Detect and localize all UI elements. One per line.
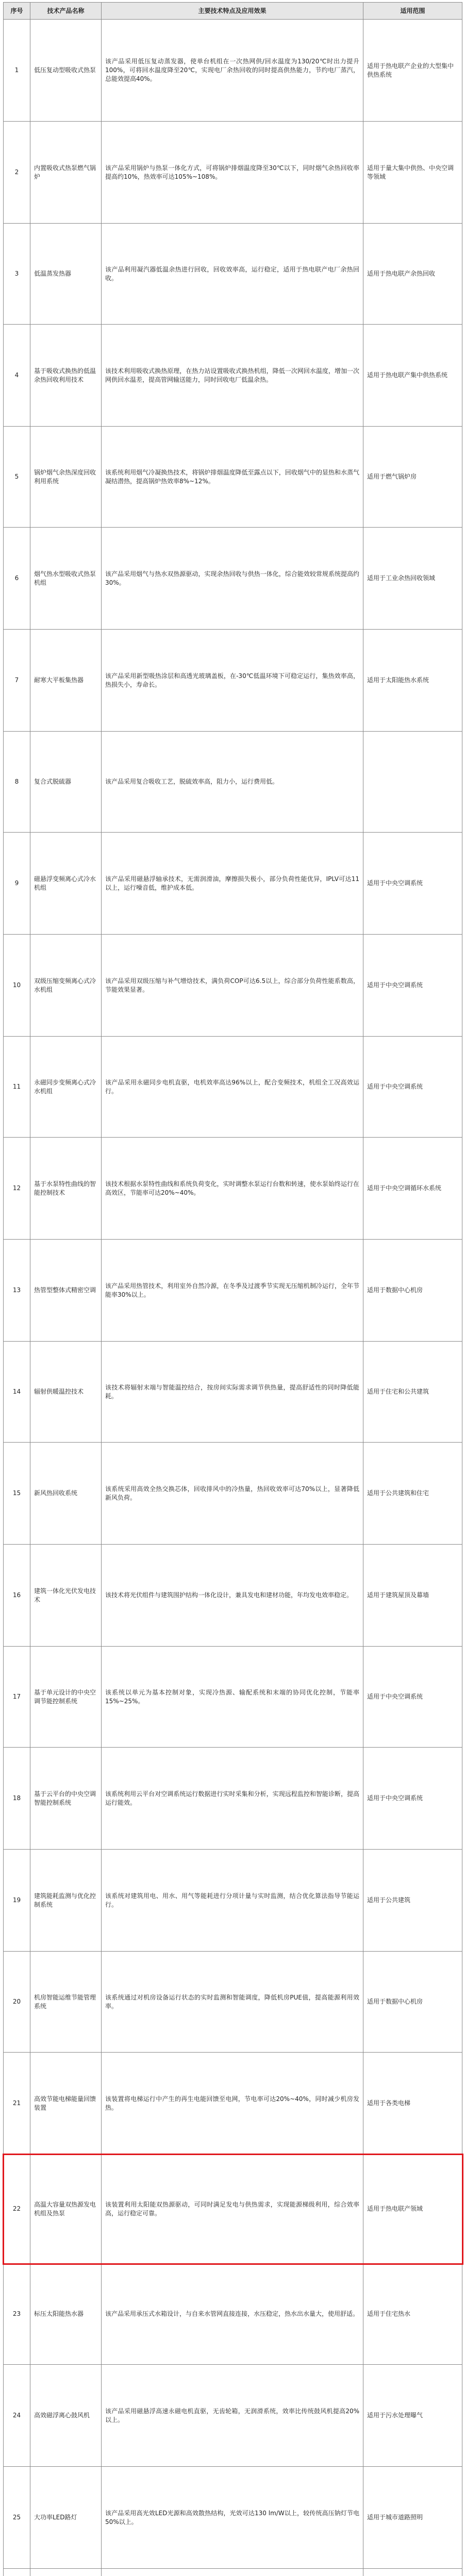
row-description: 该技术将辐射末端与智能温控结合，按房间实际需求调节供热量，提高舒适性的同时降低能耗。	[102, 1342, 363, 1443]
row-description: 该系统利用烟气冷凝换热技术，将锅炉排烟温度降低至露点以下，回收烟气中的显热和水蒸气凝结潜热，提高锅炉热效率8%~12%。	[102, 427, 363, 528]
table-row	[4, 1545, 462, 1647]
row-number: 23	[4, 2264, 30, 2365]
row-number: 12	[4, 1138, 30, 1240]
row-number: 11	[4, 1037, 30, 1138]
table-row	[4, 732, 462, 833]
row-scope: 适用于中央空调系统	[363, 935, 462, 1037]
row-number: 22	[4, 2155, 30, 2264]
table-row	[4, 528, 462, 630]
row-scope: 适用于公共建筑和住宅	[363, 1443, 462, 1545]
table-row	[4, 2155, 462, 2264]
row-scope: 适用于中央空调系统	[363, 1748, 462, 1850]
row-description: 该系统利用云平台对空调系统运行数据进行实时采集和分析，实现远程监控和智能诊断，提高运行能效。	[102, 1748, 363, 1850]
row-product-name: 高温大容量双热源发电机组及热泵	[30, 2155, 102, 2264]
row-product-name: 永磁同步变频离心式冷水机组	[30, 1037, 102, 1138]
row-product-name: 低温蒸发热器	[30, 224, 102, 325]
table-row	[4, 1037, 462, 1138]
row-product-name	[30, 2569, 102, 2576]
row-scope: 适用于中央空调系统	[363, 833, 462, 935]
row-scope: 适用于量大集中供热、中央空调等领域	[363, 122, 462, 224]
row-scope: 适用于各类电梯	[363, 2053, 462, 2155]
row-number: 2	[4, 122, 30, 224]
table-row	[4, 1138, 462, 1240]
row-scope: 适用于太阳能热水系统	[363, 630, 462, 732]
row-description: 该产品采用双级压缩与补气增焓技术，满负荷COP可达6.5以上，综合部分负荷性能系数高，节能效果显著。	[102, 935, 363, 1037]
row-number: 5	[4, 427, 30, 528]
row-scope	[363, 2569, 462, 2576]
row-description: 该产品采用永磁同步电机直驱，电机效率高达96%以上，配合变频技术，机组全工况高效运行。	[102, 1037, 363, 1138]
row-number: 20	[4, 1952, 30, 2053]
row-number: 4	[4, 325, 30, 427]
row-description: 该产品采用复合吸收工艺，脱硫效率高，阻力小，运行费用低。	[102, 732, 363, 833]
row-number: 17	[4, 1647, 30, 1748]
row-scope	[363, 732, 462, 833]
row-number: 7	[4, 630, 30, 732]
row-description: 该产品采用锅炉与热泵一体化方式，可将锅炉排烟温度降至30℃以下，同时烟气余热回收率提高约10%，热效率可达105%~108%。	[102, 122, 363, 224]
row-number	[4, 2569, 30, 2576]
row-number: 9	[4, 833, 30, 935]
row-description: 该产品采用烟气与热水双热源驱动，实现余热回收与供热一体化，综合能效较常规系统提高约30%。	[102, 528, 363, 630]
row-description: 该产品利用凝汽器低温余热进行回收，回收效率高，运行稳定，适用于热电联产电厂余热回收。	[102, 224, 363, 325]
row-description	[102, 2569, 363, 2576]
row-product-name: 基于吸收式换热的低温余热回收利用技术	[30, 325, 102, 427]
row-description: 该装置利用太阳能双热源驱动，可同时满足发电与供热需求，实现能源梯级利用，综合效率高，运行稳定可靠。	[102, 2155, 363, 2264]
row-scope: 适用于数据中心机房	[363, 1240, 462, 1342]
table-row	[4, 1240, 462, 1342]
header-features: 主要技术特点及应用效果	[102, 3, 363, 20]
document-page	[3, 2, 462, 2576]
row-scope: 适用于中央空调循环水系统	[363, 1138, 462, 1240]
row-description: 该产品采用热管技术，利用室外自然冷源，在冬季及过渡季节实现无压缩机制冷运行，全年节能率30%以上。	[102, 1240, 363, 1342]
table-row	[4, 1342, 462, 1443]
row-description: 该技术根据水泵特性曲线和系统负荷变化，实时调整水泵运行台数和转速，使水泵始终运行在高效区，节能率可达20%~40%。	[102, 1138, 363, 1240]
row-product-name: 建筑能耗监测与优化控制系统	[30, 1850, 102, 1952]
table-row	[4, 2467, 462, 2569]
row-number: 1	[4, 20, 30, 122]
row-description: 该产品采用新型吸热涂层和高透光玻璃盖板，在-30℃低温环境下可稳定运行，集热效率高，热损失小，寿命长。	[102, 630, 363, 732]
row-number: 18	[4, 1748, 30, 1850]
table-row	[4, 2569, 462, 2576]
table-row	[4, 2264, 462, 2365]
table-row	[4, 122, 462, 224]
row-description: 该产品采用高光效LED光源和高效散热结构，光效可达130 lm/W以上，较传统高压钠灯节电50%以上。	[102, 2467, 363, 2569]
row-description: 该产品采用磁悬浮轴承技术，无需润滑油，摩擦损失极小，部分负荷性能优异，IPLV可达11以上，运行噪音低，维护成本低。	[102, 833, 363, 935]
row-product-name: 新风热回收系统	[30, 1443, 102, 1545]
row-scope: 适用于公共建筑	[363, 1850, 462, 1952]
table-row	[4, 2053, 462, 2155]
row-product-name: 低压复动型吸收式热泵	[30, 20, 102, 122]
row-product-name: 大功率LED路灯	[30, 2467, 102, 2569]
technology-table	[3, 2, 462, 2576]
row-product-name: 复合式脱硫器	[30, 732, 102, 833]
row-number: 3	[4, 224, 30, 325]
row-number: 24	[4, 2365, 30, 2467]
row-description: 该系统通过对机房设备运行状态的实时监测和智能调度，降低机房PUE值，提高能源利用效率。	[102, 1952, 363, 2053]
row-product-name: 内置吸收式热泵燃气锅炉	[30, 122, 102, 224]
row-product-name: 基于水泵特性曲线的智能控制技术	[30, 1138, 102, 1240]
row-scope: 适用于燃气锅炉房	[363, 427, 462, 528]
row-product-name: 基于云平台的中央空调智能控制系统	[30, 1748, 102, 1850]
row-number: 16	[4, 1545, 30, 1647]
row-description: 该系统以单元为基本控制对象，实现冷热源、输配系统和末端的协同优化控制，节能率15%~25%。	[102, 1647, 363, 1748]
row-product-name: 锅炉烟气余热深度回收利用系统	[30, 427, 102, 528]
row-number: 25	[4, 2467, 30, 2569]
table-row	[4, 833, 462, 935]
row-description: 该技术利用吸收式换热原理，在热力站设置吸收式换热机组，降低一次网回水温度，增加一次网供回水温差，提高管网输送能力，同时回收电厂低温余热。	[102, 325, 363, 427]
row-product-name: 机房智能运维节能管理系统	[30, 1952, 102, 2053]
row-product-name: 热管型整体式精密空调	[30, 1240, 102, 1342]
table-header-row	[4, 3, 462, 20]
table-body	[4, 20, 462, 2576]
row-number: 15	[4, 1443, 30, 1545]
row-scope: 适用于住宅和公共建筑	[363, 1342, 462, 1443]
table-row	[4, 1443, 462, 1545]
table-row	[4, 1647, 462, 1748]
row-scope: 适用于中央空调系统	[363, 1037, 462, 1138]
row-description: 该技术将光伏组件与建筑围护结构一体化设计，兼具发电和建材功能，年均发电效率稳定。	[102, 1545, 363, 1647]
row-scope: 适用于热电联产企业的大型集中供热系统	[363, 20, 462, 122]
row-number: 10	[4, 935, 30, 1037]
row-scope: 适用于中央空调系统	[363, 1647, 462, 1748]
row-product-name: 基于单元设计的中央空调节能控制系统	[30, 1647, 102, 1748]
table-row	[4, 1952, 462, 2053]
row-number: 14	[4, 1342, 30, 1443]
row-product-name: 辐射供暖温控技术	[30, 1342, 102, 1443]
row-product-name: 标压太阳能热水器	[30, 2264, 102, 2365]
header-product-name: 技术产品名称	[30, 3, 102, 20]
row-product-name: 磁悬浮变频离心式冷水机组	[30, 833, 102, 935]
header-scope: 适用范围	[363, 3, 462, 20]
row-product-name: 双级压缩变频离心式冷水机组	[30, 935, 102, 1037]
row-product-name: 高效节能电梯能量回馈装置	[30, 2053, 102, 2155]
row-scope: 适用于数据中心机房	[363, 1952, 462, 2053]
row-scope: 适用于热电联产余热回收	[363, 224, 462, 325]
row-product-name: 烟气热水型吸收式热泵机组	[30, 528, 102, 630]
row-number: 13	[4, 1240, 30, 1342]
row-scope: 适用于住宅热水	[363, 2264, 462, 2365]
row-product-name: 建筑一体化光伏发电技术	[30, 1545, 102, 1647]
row-number: 19	[4, 1850, 30, 1952]
table-row	[4, 325, 462, 427]
row-number: 8	[4, 732, 30, 833]
row-scope: 适用于污水处理曝气	[363, 2365, 462, 2467]
row-scope: 适用于热电联产领域	[363, 2155, 462, 2264]
row-scope: 适用于城市道路照明	[363, 2467, 462, 2569]
row-description: 该系统对建筑用电、用水、用气等能耗进行分项计量与实时监测，结合优化算法指导节能运行。	[102, 1850, 363, 1952]
table-row	[4, 1850, 462, 1952]
row-number: 6	[4, 528, 30, 630]
row-scope: 适用于工业余热回收领域	[363, 528, 462, 630]
row-scope: 适用于热电联产集中供热系统	[363, 325, 462, 427]
row-description: 该产品采用磁悬浮高速永磁电机直驱，无齿轮箱，无润滑系统，效率比传统鼓风机提高20%以上。	[102, 2365, 363, 2467]
table-row	[4, 935, 462, 1037]
table-row	[4, 224, 462, 325]
row-product-name: 高效磁浮离心鼓风机	[30, 2365, 102, 2467]
row-description: 该系统采用高效全热交换芯体，回收排风中的冷热量，热回收效率可达70%以上，显著降低新风负荷。	[102, 1443, 363, 1545]
header-number: 序号	[4, 3, 30, 20]
row-description: 该装置将电梯运行中产生的再生电能回馈至电网，节电率可达20%~40%，同时减少机房发热。	[102, 2053, 363, 2155]
table-row	[4, 427, 462, 528]
table-row	[4, 2365, 462, 2467]
table-row	[4, 1748, 462, 1850]
row-number: 21	[4, 2053, 30, 2155]
table-row	[4, 20, 462, 122]
row-product-name: 耐寒大平板集热器	[30, 630, 102, 732]
row-description: 该产品采用低压复动蒸发器，使单台机组在一次热网供/回水温度为130/20℃时出力提升100%，可将回水温度降至20℃，实现电厂余热回收的同时提高供热能力，节约电厂蒸汽，总能效提高40%。	[102, 20, 363, 122]
row-description: 该产品采用承压式水箱设计，与自来水管网直接连接，水压稳定，热水出水量大，使用舒适。	[102, 2264, 363, 2365]
row-scope: 适用于建筑屋顶及幕墙	[363, 1545, 462, 1647]
table-row	[4, 630, 462, 732]
